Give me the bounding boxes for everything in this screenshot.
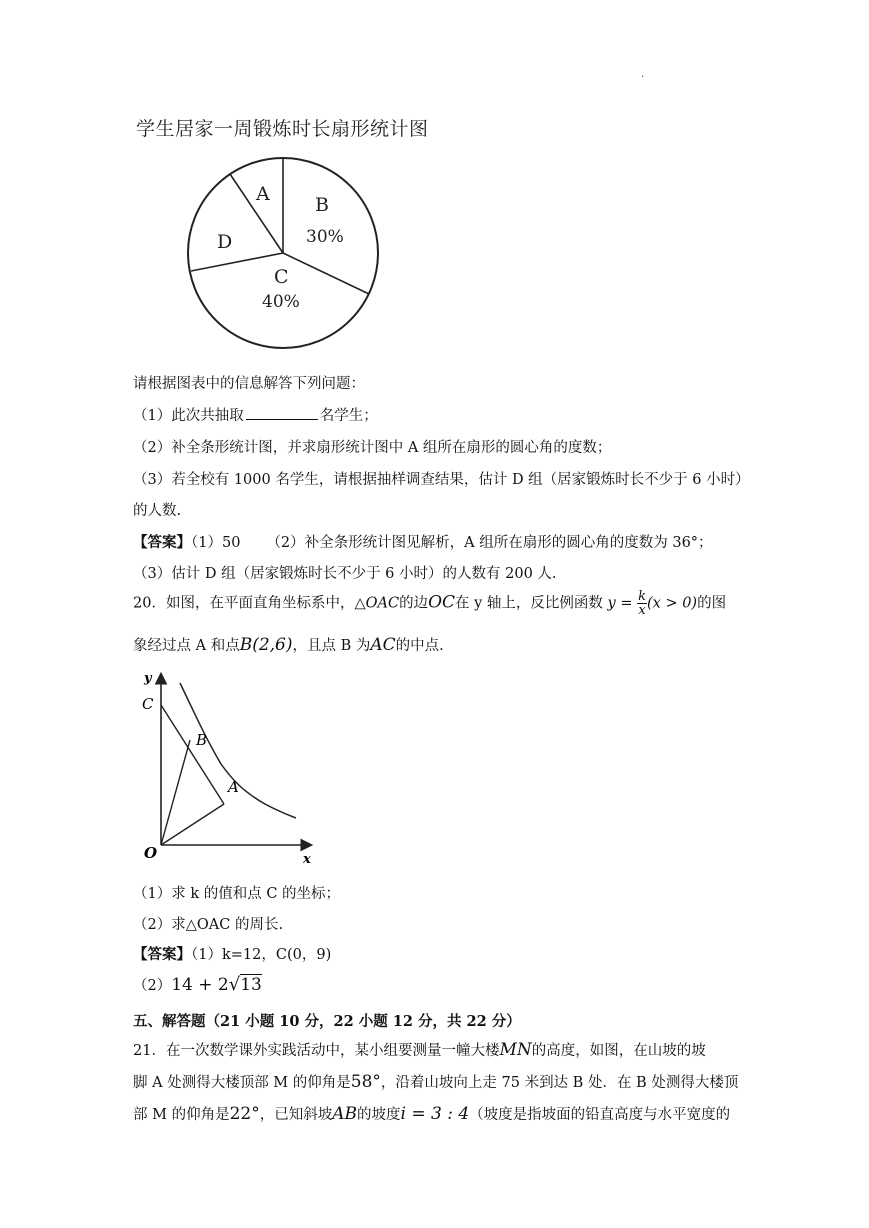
slice-percent-c: 40% bbox=[262, 292, 300, 312]
func-y: y = bbox=[607, 595, 633, 612]
q20-line2-a: 象经过点 A 和点 bbox=[133, 638, 240, 654]
q20-text-b: 的边 bbox=[399, 595, 429, 612]
q20-answer-1: （1）k=12，C(0，9) bbox=[191, 947, 332, 963]
q19-part1-text-a: （1）此次共抽取 bbox=[133, 408, 244, 424]
slope-ratio: i = 3 : 4 bbox=[400, 1104, 470, 1124]
radicand: 13 bbox=[240, 975, 262, 995]
slice-percent-b: 30% bbox=[306, 227, 344, 247]
slice-label-c: C bbox=[274, 266, 289, 288]
q20-answer-2-expr: 14 + 2 bbox=[171, 975, 229, 995]
q21-line3 bbox=[133, 1103, 730, 1124]
q20-text-d: 的图 bbox=[697, 595, 727, 612]
q21-l3-a: 部 M 的仰角是 bbox=[133, 1107, 230, 1123]
q20-line1 bbox=[133, 590, 726, 626]
answer-label: 【答案】 bbox=[133, 534, 191, 551]
q21-l3-b: ，已知斜坡 bbox=[259, 1107, 333, 1123]
q20-answer-line2 bbox=[133, 974, 262, 995]
hyperbola-curve bbox=[180, 683, 296, 818]
q19-intro: 请根据图表中的信息解答下列问题： bbox=[133, 376, 365, 392]
fraction-k-over-x bbox=[637, 590, 647, 617]
slice-label-d: D bbox=[217, 231, 233, 253]
label-y: y bbox=[144, 671, 152, 686]
building-mn: MN bbox=[499, 1040, 532, 1060]
angle-58: 58° bbox=[350, 1072, 381, 1092]
sqrt-icon: √ bbox=[228, 974, 241, 995]
q19-part3: （3）若全校有 1000 名学生，请根据抽样调查结果，估计 D 组（居家锻炼时长不少于 6 小时） bbox=[133, 472, 750, 488]
chart-title: 学生居家一周锻炼时长扇形统计图 bbox=[136, 118, 429, 140]
q21-l2-a: 脚 A 处测得大楼顶部 M 的仰角是 bbox=[133, 1075, 351, 1091]
q20-text-a: 20．如图，在平面直角坐标系中， bbox=[133, 595, 355, 612]
slice-label-a: A bbox=[256, 183, 270, 205]
angle-22: 22° bbox=[229, 1104, 260, 1124]
answer-label: 【答案】 bbox=[133, 946, 191, 963]
q21-line2 bbox=[133, 1071, 738, 1092]
q20-answer-line1 bbox=[133, 943, 331, 964]
q19-part1 bbox=[133, 404, 378, 425]
q19-part3-cont: 的人数. bbox=[133, 503, 182, 519]
q20-line2 bbox=[133, 634, 444, 655]
q21-l1-a: 21．在一次数学课外实践活动中，某小组要测量一幢大楼 bbox=[133, 1043, 500, 1059]
q19-part1-text-b: 名学生； bbox=[319, 408, 378, 424]
label-x: x bbox=[303, 852, 311, 867]
q19-answer-3: （3）估计 D 组（居家锻炼时长不少于 6 小时）的人数有 200 人. bbox=[133, 566, 557, 582]
q19-answer-line1 bbox=[133, 531, 713, 552]
segment-c-a bbox=[161, 705, 224, 804]
q21-l3-d: （坡度是指坡面的铅直高度与水平宽度的 bbox=[469, 1107, 731, 1123]
section-heading: 五、解答题（21 小题 10 分，22 小题 12 分，共 22 分） bbox=[133, 1013, 521, 1030]
coordinate-figure bbox=[130, 665, 330, 870]
label-o: O bbox=[144, 844, 158, 862]
q21-line1 bbox=[133, 1039, 706, 1060]
q20-line2-c: 的中点. bbox=[395, 638, 444, 654]
q21-l3-c: 的坡度 bbox=[357, 1107, 401, 1123]
segment-ac: AC bbox=[370, 635, 396, 655]
slope-ab: AB bbox=[332, 1104, 357, 1124]
q19-part2: （2）补全条形统计图，并求扇形统计图中 A 组所在扇形的圆心角的度数； bbox=[133, 440, 612, 456]
segment-oc: OC bbox=[428, 592, 456, 613]
label-a: A bbox=[228, 778, 239, 796]
q20-sub2: （2）求△OAC 的周长. bbox=[133, 917, 284, 933]
q19-answer-1: （1）50 bbox=[191, 535, 241, 551]
q21-l1-b: 的高度，如图，在山坡的坡 bbox=[531, 1043, 706, 1059]
point-b: B(2,6) bbox=[239, 635, 293, 655]
pie-chart bbox=[180, 150, 400, 370]
func-condition: (x > 0) bbox=[647, 595, 698, 612]
slice-label-b: B bbox=[315, 194, 329, 216]
fraction-denominator: x bbox=[638, 603, 646, 618]
q19-answer-2: （2）补全条形统计图见解析，A 组所在扇形的圆心角的度数为 36°； bbox=[266, 535, 713, 551]
q21-l2-b: ，沿着山坡向上走 75 米到达 B 处．在 B 处测得大楼顶 bbox=[380, 1075, 739, 1091]
q20-sub1: （1）求 k 的值和点 C 的坐标； bbox=[133, 886, 341, 902]
answer-blank bbox=[246, 405, 318, 420]
corner-mark: · bbox=[641, 72, 645, 83]
q20-line2-b: ，且点 B 为 bbox=[292, 638, 371, 654]
label-b: B bbox=[196, 731, 208, 749]
q20-text-c: 在 y 轴上，反比例函数 bbox=[455, 595, 603, 612]
label-c: C bbox=[142, 695, 154, 713]
triangle-oac: △OAC bbox=[354, 595, 400, 612]
q20-answer-2-prefix: （2） bbox=[133, 978, 172, 994]
fraction-numerator: k bbox=[638, 589, 646, 604]
